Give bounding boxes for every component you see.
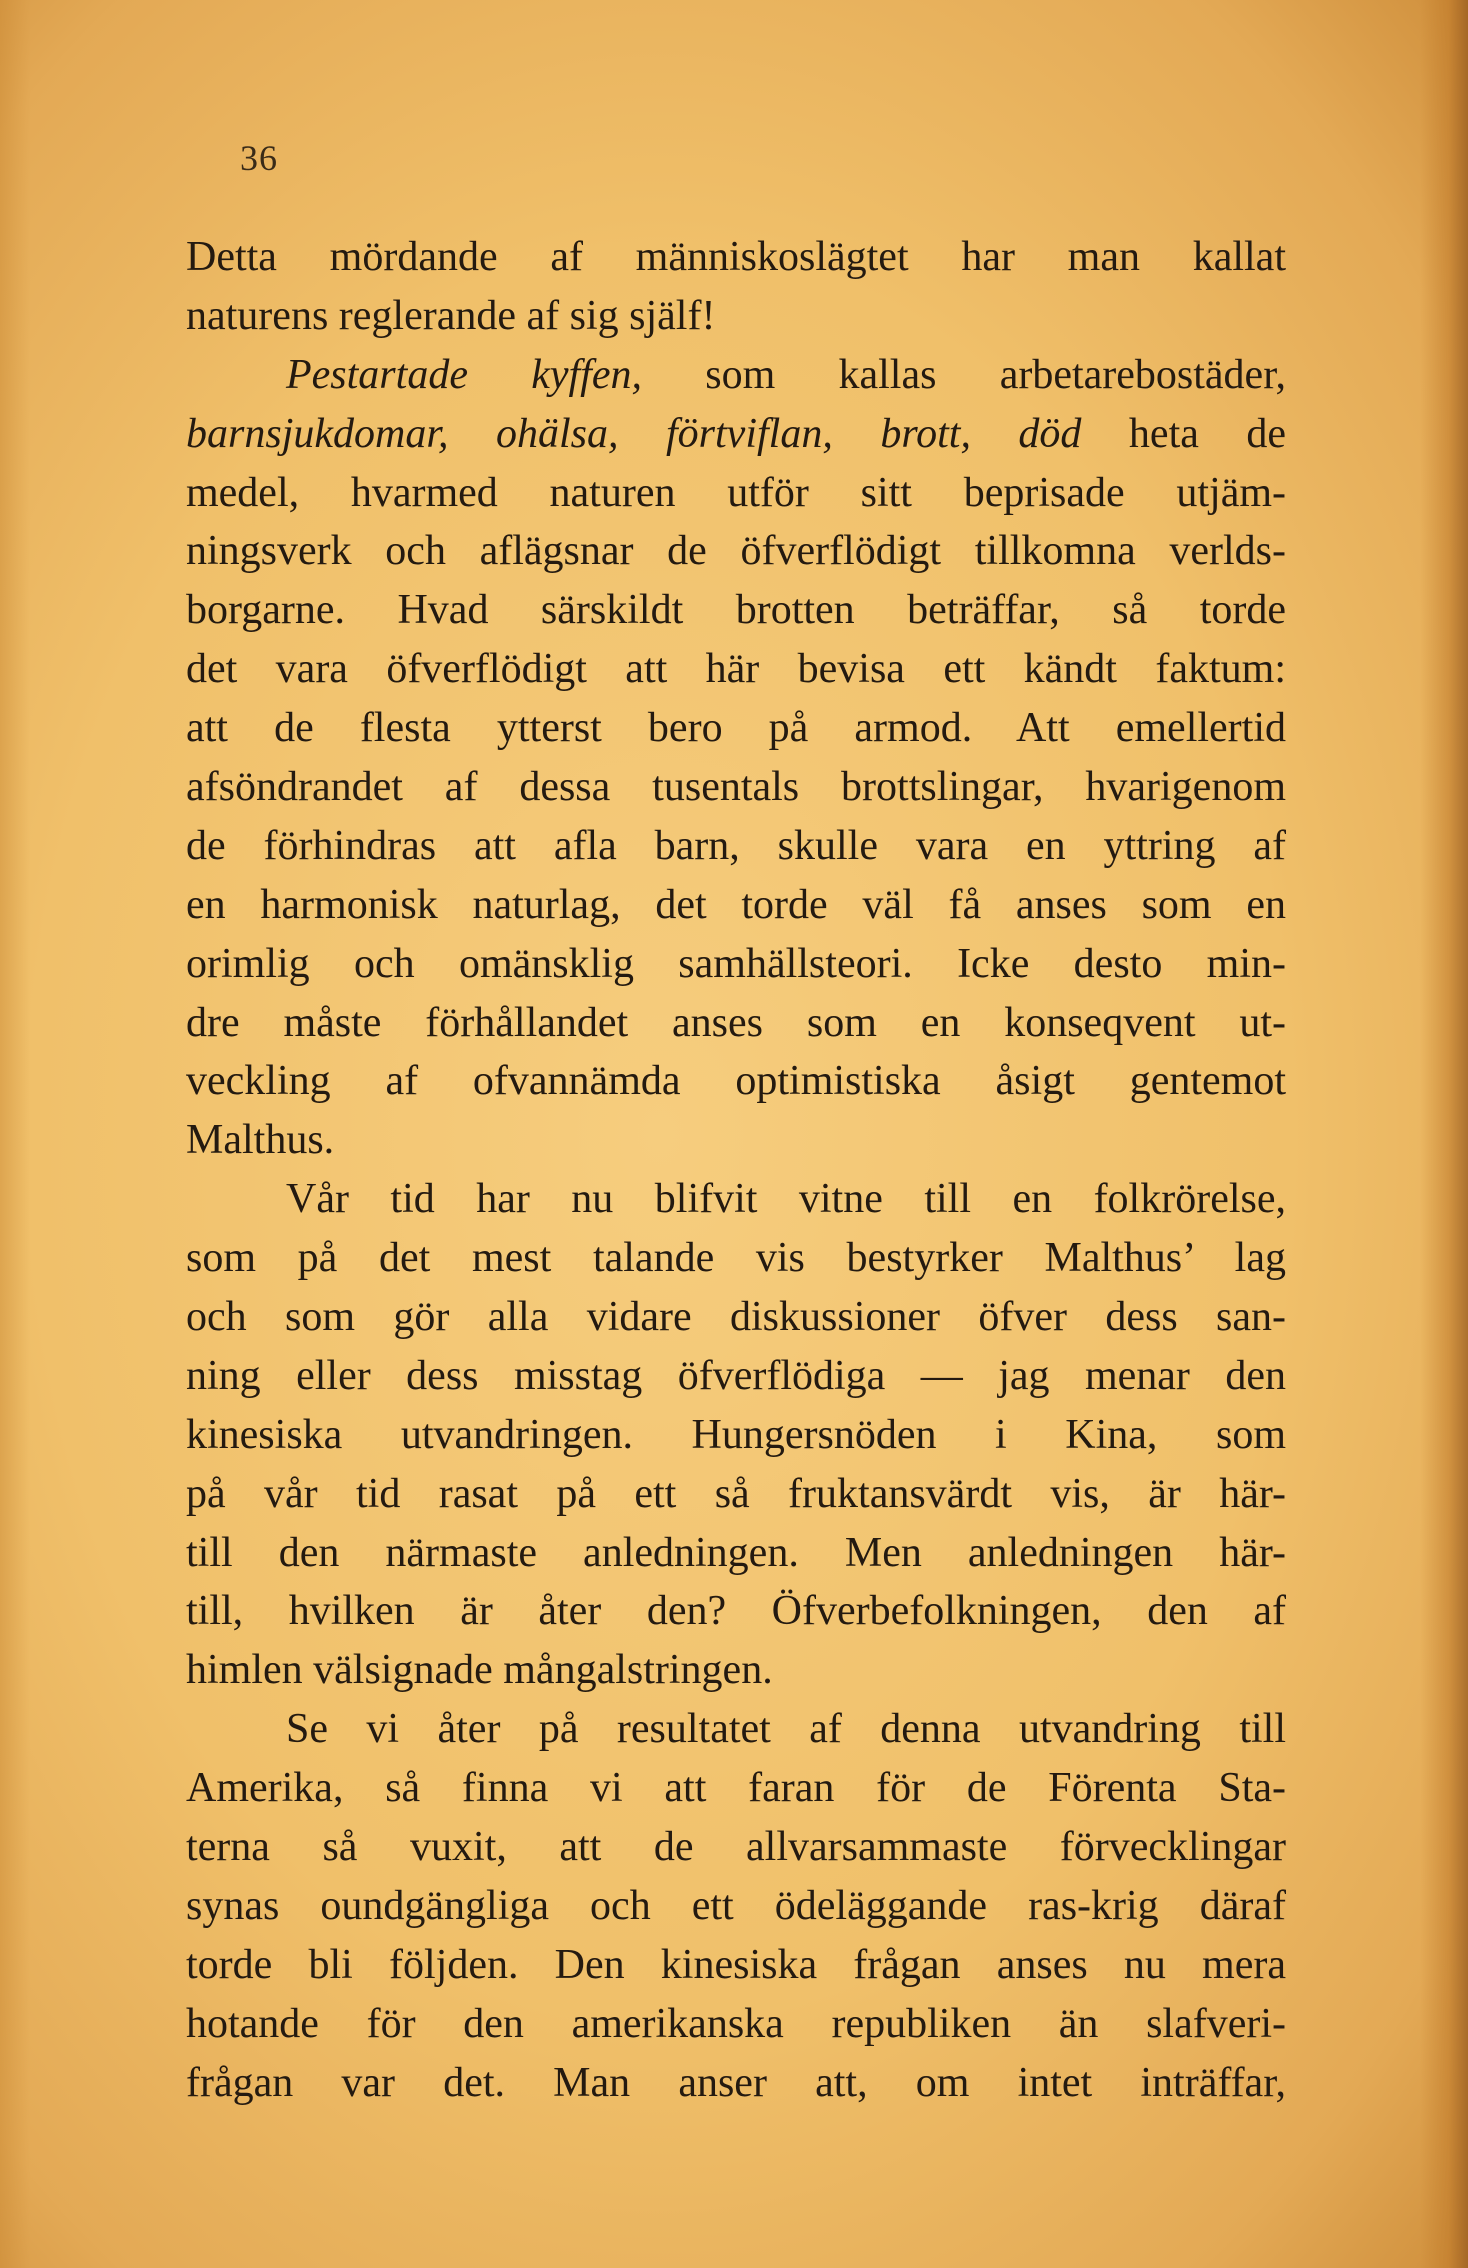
- text-run: som kallas arbetarebostäder,: [641, 351, 1286, 398]
- text-run: medel, hvarmed naturen utför sitt beprisade utjäm-: [186, 469, 1286, 516]
- text-line: [186, 1170, 1286, 1229]
- text-line: [186, 1700, 1286, 1759]
- text-run: terna så vuxit, att de allvarsammaste förvecklingar: [186, 1824, 1286, 1871]
- text-run: Se vi åter på resultatet af denna utvandring till: [286, 1706, 1286, 1753]
- italic-text-run: Pestartade kyffen,: [286, 351, 642, 398]
- text-line: [186, 1995, 1286, 2054]
- page-left-edge-shading: [0, 0, 30, 2268]
- text-run: heta de: [1081, 410, 1286, 457]
- text-run: orimlig och omänsklig samhällsteori. Icke desto min-: [186, 940, 1286, 987]
- text-line: [186, 1052, 1286, 1111]
- text-line: [186, 522, 1286, 581]
- text-line: [186, 817, 1286, 876]
- text-line: [186, 935, 1286, 994]
- text-run: och som gör alla vidare diskussioner öfver dess san-: [186, 1294, 1286, 1341]
- text-run: Malthus.: [186, 1117, 335, 1164]
- text-run: afsöndrandet af dessa tusentals brottslingar, hvarigenom: [186, 764, 1286, 811]
- text-line: [186, 758, 1286, 817]
- text-run: frågan var det. Man anser att, om intet inträffar,: [186, 2059, 1286, 2106]
- text-run: synas oundgängliga och ett ödeläggande ras-krig däraf: [186, 1882, 1286, 1929]
- text-line: [186, 1524, 1286, 1583]
- text-run: till den närmaste anledningen. Men anledningen här-: [186, 1529, 1286, 1576]
- page-right-edge-shading: [1420, 0, 1468, 2268]
- page-number: 36: [240, 138, 278, 178]
- text-run: torde bli följden. Den kinesiska frågan anses nu mera: [186, 1941, 1286, 1988]
- text-run: på vår tid rasat på ett så fruktansvärdt vis, är här-: [186, 1470, 1286, 1517]
- text-line: [186, 1406, 1286, 1465]
- text-line: [186, 405, 1286, 464]
- text-run: till, hvilken är åter den? Öfverbefolkningen, den af: [186, 1588, 1286, 1635]
- text-line: [186, 1877, 1286, 1936]
- text-line: [186, 1288, 1286, 1347]
- text-line: [186, 1582, 1286, 1641]
- text-line: [186, 228, 1286, 287]
- text-line: [186, 1111, 1286, 1170]
- text-line: [186, 581, 1286, 640]
- text-line: [186, 994, 1286, 1053]
- text-run: de förhindras att afla barn, skulle vara en yttring af: [186, 822, 1286, 869]
- text-line: [186, 1347, 1286, 1406]
- text-run: att de flesta ytterst bero på armod. Att emellertid: [186, 705, 1286, 752]
- body-text: [186, 228, 1286, 2113]
- text-line: [186, 287, 1286, 346]
- text-run: ningsverk och aflägsnar de öfverflödigt tillkomna verlds-: [186, 528, 1286, 575]
- text-run: ning eller dess misstag öfverflödiga — jag menar den: [186, 1352, 1286, 1399]
- text-run: dre måste förhållandet anses som en konseqvent ut-: [186, 999, 1286, 1046]
- text-line: [186, 1818, 1286, 1877]
- text-line: [186, 1936, 1286, 1995]
- text-run: Detta mördande af människoslägtet har man kallat: [186, 234, 1286, 280]
- text-line: [186, 2054, 1286, 2113]
- text-line: [186, 699, 1286, 758]
- text-line: [186, 1641, 1286, 1700]
- text-line: [186, 464, 1286, 523]
- text-run: Amerika, så finna vi att faran för de Förenta Sta-: [186, 1765, 1286, 1812]
- text-run: Vår tid har nu blifvit vitne till en folkrörelse,: [286, 1176, 1286, 1223]
- text-run: en harmonisk naturlag, det torde väl få anses som en: [186, 881, 1286, 928]
- italic-text-run: barnsjukdomar, ohälsa, förtviflan, brott, död: [186, 410, 1082, 457]
- text-line: [186, 876, 1286, 935]
- text-run: veckling af ofvannämda optimistiska åsigt gentemot: [186, 1058, 1286, 1105]
- text-run: himlen välsignade mångalstringen.: [186, 1647, 773, 1694]
- text-line: [186, 1759, 1286, 1818]
- text-run: naturens reglerande af sig själf!: [186, 292, 716, 339]
- text-line: [186, 346, 1286, 405]
- text-run: kinesiska utvandringen. Hungersnöden i Kina, som: [186, 1411, 1286, 1458]
- text-run: borgarne. Hvad särskildt brotten beträffar, så torde: [186, 587, 1286, 634]
- text-run: det vara öfverflödigt att här bevisa ett kändt faktum:: [186, 646, 1286, 693]
- text-line: [186, 1229, 1286, 1288]
- text-run: som på det mest talande vis bestyrker Malthus’ lag: [186, 1235, 1286, 1282]
- text-line: [186, 640, 1286, 699]
- text-line: [186, 1465, 1286, 1524]
- text-run: hotande för den amerikanska republiken än slafveri-: [186, 2000, 1286, 2047]
